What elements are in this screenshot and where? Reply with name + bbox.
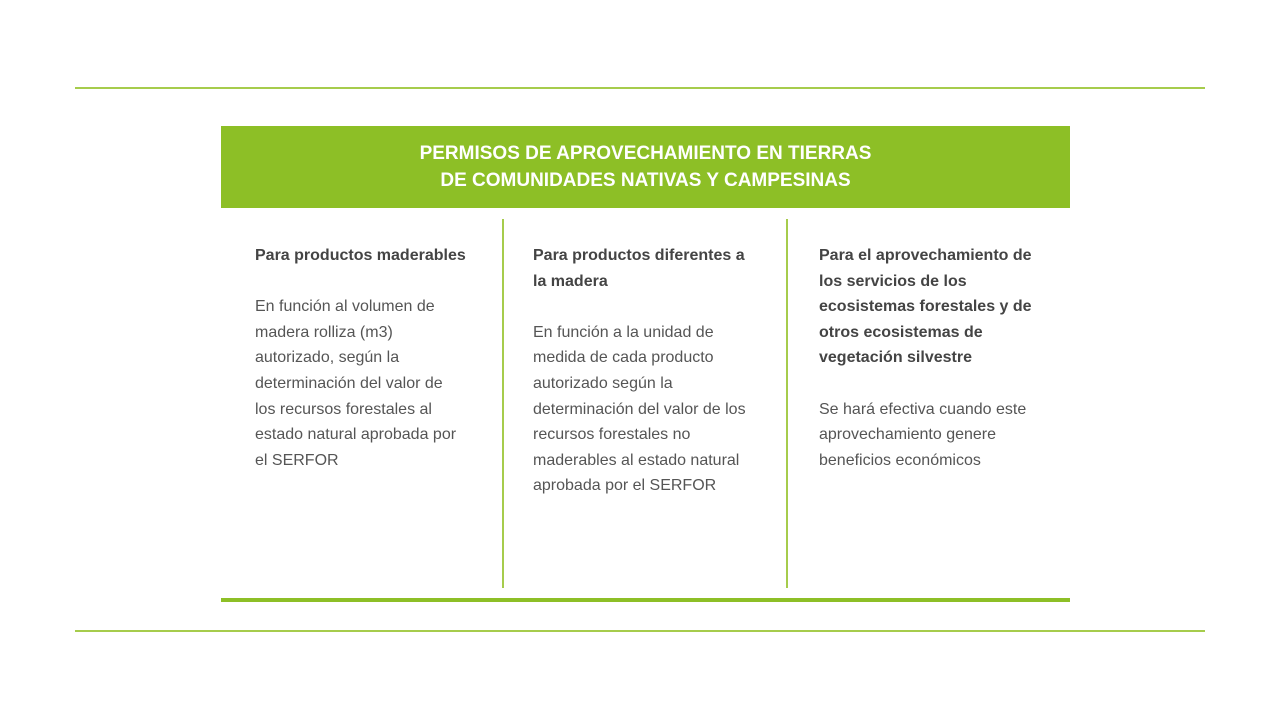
top-rule bbox=[75, 87, 1205, 89]
column-body: En función a la unidad de medida de cada producto autorizado según la determinación del valor de los recursos forestales no maderables al estado natural aprobada por el SERFOR bbox=[533, 323, 746, 495]
column-body: Se hará efectiva cuando este aprovechamiento genere beneficios económicos bbox=[819, 400, 1027, 469]
column-non-timber-products bbox=[533, 243, 747, 499]
column-title: Para el aprovechamiento de los servicios de los ecosistemas forestales y de otros ecosistemas de vegetación silvestre bbox=[819, 247, 1032, 367]
bottom-rule bbox=[75, 630, 1205, 632]
table-header bbox=[221, 126, 1070, 208]
column-divider bbox=[502, 219, 504, 588]
table-bottom-bar bbox=[221, 598, 1070, 602]
column-ecosystem-services bbox=[819, 243, 1035, 473]
column-title: Para productos diferentes a la madera bbox=[533, 247, 745, 290]
column-title: Para productos maderables bbox=[255, 247, 466, 264]
column-timber-products bbox=[255, 243, 467, 473]
header-title-line-2: DE COMUNIDADES NATIVAS Y CAMPESINAS bbox=[440, 170, 851, 191]
column-body: En función al volumen de madera rolliza (m3) autorizado, según la determinación del valor de los recursos forestales al estado natural aprobada por el SERFOR bbox=[255, 298, 457, 469]
header-title-line-1: PERMISOS DE APROVECHAMIENTO EN TIERRAS bbox=[419, 143, 872, 164]
column-divider bbox=[786, 219, 788, 588]
